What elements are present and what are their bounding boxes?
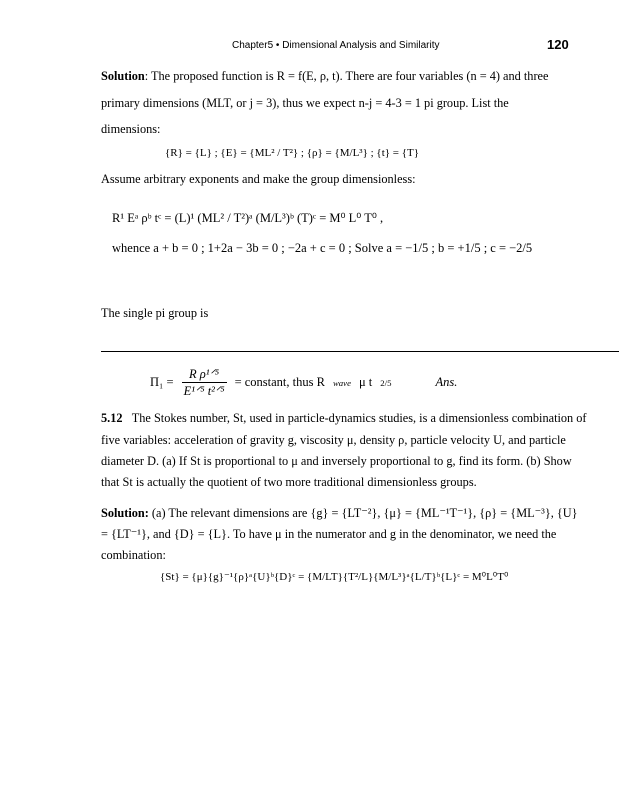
- problem-number: 5.12: [101, 411, 123, 425]
- problem-line4: that St is actually the quotient of two more traditional dimensionless groups.: [101, 475, 477, 489]
- stokes-equation: {St} = {μ}{g}⁻¹{ρ}ᵃ{U}ᵇ{D}ᶜ = {M/LT}{T²/L}{M/L³}ᵃ{L/T}ᵇ{L}ᶜ = M⁰L⁰T⁰: [160, 571, 509, 583]
- pi-rhs: = constant, thus R: [234, 375, 325, 389]
- single-pi-text: The single pi group is: [101, 306, 209, 320]
- solution1-line2: primary dimensions (MLT, or j = 3), thus we expect n-j = 4-3 = 1 pi group. List the: [101, 96, 509, 110]
- solution2-line1: Solution: (a) The relevant dimensions are {g} = {LT⁻²}, {μ} = {ML⁻¹T⁻¹}, {ρ} = {ML⁻³}, {U}: [101, 506, 578, 520]
- solution2-line2: = {LT⁻¹}, and {D} = {L}. To have μ in the numerator and g in the denominator, we need the: [101, 527, 557, 541]
- solution1-line3: dimensions:: [101, 122, 161, 136]
- solution2-label: Solution:: [101, 506, 149, 520]
- pi-fraction: [182, 366, 227, 399]
- problem-line3: diameter D. (a) If St is proportional to μ and inversely proportional to g, find its form. (b) Show: [101, 454, 572, 468]
- pi-denominator: E¹ᐟ⁵ t²ᐟ⁵: [183, 384, 225, 398]
- dimensions-list: {R} = {L} ; {E} = {ML² / T²} ; {ρ} = {M/L³} ; {t} = {T}: [165, 147, 420, 159]
- assume-text: Assume arbitrary exponents and make the group dimensionless:: [101, 172, 416, 186]
- problem-line2: five variables: acceleration of gravity g, viscosity μ, density ρ, particle velocity U, and particle: [101, 433, 566, 447]
- exponent-solution: whence a + b = 0 ; 1+2a − 3b = 0 ; −2a + c = 0 ; Solve a = −1/5 ; b = +1/5 ; c = −2/5: [112, 241, 533, 255]
- pi-group-equation: Π₁ = $\frac{\text{R ρ¹ᐟ⁵}}{\text{E¹ᐟ⁵ t²ᐟ⁵}}$ = constant, thus R wave μ t 2/5 Ans.: [150, 367, 458, 398]
- solution-label: Solution: [101, 69, 145, 83]
- pi-prop: μ t: [358, 375, 373, 389]
- solution1-line1: Solution: The proposed function is R = f(E, ρ, t). There are four variables (n = 4) and three: [101, 69, 549, 83]
- pi-numerator: R ρ¹ᐟ⁵: [182, 366, 227, 383]
- answer-label: Ans.: [435, 375, 458, 389]
- pi-lhs: Π₁ =: [150, 375, 174, 389]
- stokes-equation-clip: [160, 566, 580, 588]
- chapter-title: Chapter5 • Dimensional Analysis and Similarity: [232, 40, 440, 51]
- problem-line1: 5.12 The Stokes number, St, used in particle-dynamics studies, is a dimensionless combination of: [101, 411, 587, 425]
- solution2-line3: combination:: [101, 548, 166, 562]
- exponent-equation: R¹ Eᵃ ρᵇ tᶜ = (L)¹ (ML² / T²)ᵃ (M/L³)ᵇ (T)ᶜ = M⁰ L⁰ T⁰ ,: [112, 211, 384, 225]
- page-number: 120: [547, 37, 569, 52]
- divider-rule: [101, 351, 619, 352]
